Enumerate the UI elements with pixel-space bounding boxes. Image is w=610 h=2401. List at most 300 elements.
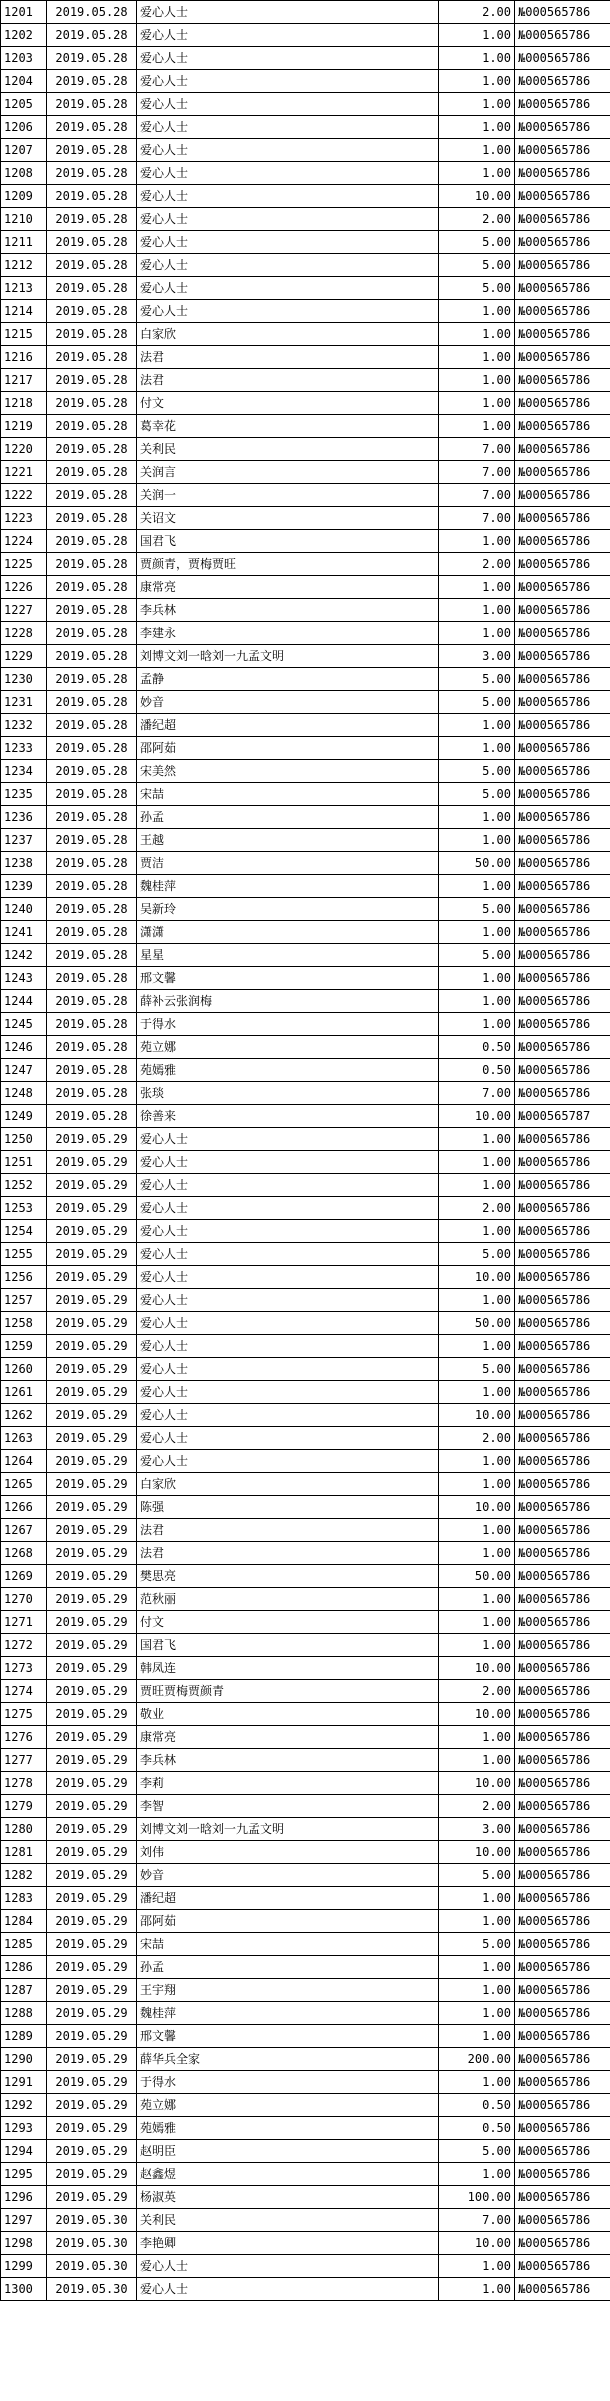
receipt-number-cell: №000565786 [515,714,610,737]
donor-name-cell: 陈强 [137,1496,439,1519]
date-cell: 2019.05.29 [47,1703,137,1726]
date-cell: 2019.05.28 [47,438,137,461]
donor-name-cell: 贾洁 [137,852,439,875]
table-row [1,484,610,507]
donor-name-cell: 白家欣 [137,323,439,346]
receipt-number-cell: №000565786 [515,2186,610,2209]
row-number-cell: 1297 [1,2209,47,2232]
donor-name-cell: 宋喆 [137,783,439,806]
amount-cell: 5.00 [439,1933,515,1956]
row-number-cell: 1226 [1,576,47,599]
amount-cell: 1.00 [439,1473,515,1496]
receipt-number-cell: №000565786 [515,1473,610,1496]
date-cell: 2019.05.29 [47,1565,137,1588]
row-number-cell: 1253 [1,1197,47,1220]
date-cell: 2019.05.29 [47,1243,137,1266]
table-row [1,1220,610,1243]
row-number-cell: 1258 [1,1312,47,1335]
table-row [1,2209,610,2232]
date-cell: 2019.05.28 [47,875,137,898]
receipt-number-cell: №000565786 [515,415,610,438]
receipt-number-cell: №000565786 [515,1772,610,1795]
donor-name-cell: 于得水 [137,1013,439,1036]
date-cell: 2019.05.30 [47,2209,137,2232]
table-row [1,1427,610,1450]
amount-cell: 50.00 [439,1312,515,1335]
receipt-number-cell: №000565786 [515,944,610,967]
date-cell: 2019.05.28 [47,300,137,323]
date-cell: 2019.05.30 [47,2232,137,2255]
row-number-cell: 1254 [1,1220,47,1243]
donor-name-cell: 樊思亮 [137,1565,439,1588]
row-number-cell: 1288 [1,2002,47,2025]
table-row [1,691,610,714]
table-row [1,852,610,875]
receipt-number-cell: №000565786 [515,1496,610,1519]
table-row [1,553,610,576]
date-cell: 2019.05.28 [47,484,137,507]
donor-name-cell: 李智 [137,1795,439,1818]
donor-name-cell: 爱心人士 [137,1128,439,1151]
amount-cell: 1.00 [439,622,515,645]
amount-cell: 1.00 [439,1450,515,1473]
row-number-cell: 1267 [1,1519,47,1542]
donor-name-cell: 魏桂萍 [137,875,439,898]
amount-cell: 1.00 [439,1611,515,1634]
receipt-number-cell: №000565786 [515,2071,610,2094]
date-cell: 2019.05.30 [47,2255,137,2278]
donor-name-cell: 爱心人士 [137,1174,439,1197]
donor-name-cell: 爱心人士 [137,277,439,300]
donor-name-cell: 孙孟 [137,806,439,829]
date-cell: 2019.05.28 [47,139,137,162]
date-cell: 2019.05.28 [47,783,137,806]
date-cell: 2019.05.29 [47,1427,137,1450]
receipt-number-cell: №000565786 [515,185,610,208]
donor-name-cell: 爱心人士 [137,70,439,93]
table-row [1,2025,610,2048]
amount-cell: 10.00 [439,185,515,208]
row-number-cell: 1292 [1,2094,47,2117]
date-cell: 2019.05.28 [47,507,137,530]
row-number-cell: 1262 [1,1404,47,1427]
receipt-number-cell: №000565786 [515,599,610,622]
row-number-cell: 1260 [1,1358,47,1381]
row-number-cell: 1249 [1,1105,47,1128]
row-number-cell: 1241 [1,921,47,944]
table-row [1,898,610,921]
date-cell: 2019.05.29 [47,2117,137,2140]
receipt-number-cell: №000565786 [515,1358,610,1381]
row-number-cell: 1242 [1,944,47,967]
date-cell: 2019.05.29 [47,1128,137,1151]
donor-name-cell: 李建永 [137,622,439,645]
donor-name-cell: 爱心人士 [137,300,439,323]
date-cell: 2019.05.28 [47,392,137,415]
row-number-cell: 1217 [1,369,47,392]
donor-name-cell: 苑立娜 [137,1036,439,1059]
amount-cell: 50.00 [439,852,515,875]
receipt-number-cell: №000565786 [515,1933,610,1956]
row-number-cell: 1261 [1,1381,47,1404]
date-cell: 2019.05.28 [47,1082,137,1105]
receipt-number-cell: №000565786 [515,852,610,875]
receipt-number-cell: №000565786 [515,1450,610,1473]
receipt-number-cell: №000565786 [515,1082,610,1105]
date-cell: 2019.05.29 [47,2002,137,2025]
donor-name-cell: 魏桂萍 [137,2002,439,2025]
row-number-cell: 1212 [1,254,47,277]
table-row [1,323,610,346]
table-row [1,1772,610,1795]
date-cell: 2019.05.28 [47,231,137,254]
donor-name-cell: 于得水 [137,2071,439,2094]
amount-cell: 0.50 [439,1059,515,1082]
date-cell: 2019.05.29 [47,1473,137,1496]
row-number-cell: 1224 [1,530,47,553]
row-number-cell: 1213 [1,277,47,300]
date-cell: 2019.05.28 [47,346,137,369]
date-cell: 2019.05.28 [47,622,137,645]
date-cell: 2019.05.29 [47,1542,137,1565]
table-row [1,645,610,668]
amount-cell: 0.50 [439,2117,515,2140]
row-number-cell: 1263 [1,1427,47,1450]
donor-name-cell: 吴新玲 [137,898,439,921]
receipt-number-cell: №000565786 [515,1634,610,1657]
row-number-cell: 1264 [1,1450,47,1473]
row-number-cell: 1271 [1,1611,47,1634]
table-row [1,369,610,392]
date-cell: 2019.05.29 [47,1335,137,1358]
date-cell: 2019.05.28 [47,576,137,599]
table-row [1,254,610,277]
donor-name-cell: 杨淑英 [137,2186,439,2209]
row-number-cell: 1228 [1,622,47,645]
donor-name-cell: 孟静 [137,668,439,691]
table-row [1,1588,610,1611]
amount-cell: 1.00 [439,967,515,990]
date-cell: 2019.05.28 [47,162,137,185]
row-number-cell: 1278 [1,1772,47,1795]
amount-cell: 2.00 [439,1680,515,1703]
row-number-cell: 1269 [1,1565,47,1588]
row-number-cell: 1229 [1,645,47,668]
table-row [1,1404,610,1427]
row-number-cell: 1255 [1,1243,47,1266]
date-cell: 2019.05.29 [47,1818,137,1841]
row-number-cell: 1277 [1,1749,47,1772]
table-row [1,921,610,944]
date-cell: 2019.05.29 [47,1197,137,1220]
amount-cell: 1.00 [439,1174,515,1197]
table-row [1,415,610,438]
donor-name-cell: 刘博文刘一晗刘一九孟文明 [137,1818,439,1841]
donor-name-cell: 爱心人士 [137,24,439,47]
date-cell: 2019.05.29 [47,1979,137,2002]
donor-name-cell: 爱心人士 [137,1,439,24]
donor-name-cell: 康常亮 [137,1726,439,1749]
date-cell: 2019.05.29 [47,2163,137,2186]
amount-cell: 1.00 [439,1289,515,1312]
donor-name-cell: 国君飞 [137,530,439,553]
receipt-number-cell: №000565786 [515,47,610,70]
receipt-number-cell: №000565786 [515,1427,610,1450]
row-number-cell: 1245 [1,1013,47,1036]
row-number-cell: 1300 [1,2278,47,2301]
table-row [1,2002,610,2025]
receipt-number-cell: №000565786 [515,2163,610,2186]
table-row [1,1933,610,1956]
date-cell: 2019.05.29 [47,1933,137,1956]
receipt-number-cell: №000565786 [515,2255,610,2278]
date-cell: 2019.05.29 [47,1726,137,1749]
receipt-number-cell: №000565786 [515,2025,610,2048]
row-number-cell: 1230 [1,668,47,691]
amount-cell: 2.00 [439,553,515,576]
row-number-cell: 1233 [1,737,47,760]
donor-name-cell: 苑立娜 [137,2094,439,2117]
donor-name-cell: 爱心人士 [137,116,439,139]
row-number-cell: 1244 [1,990,47,1013]
receipt-number-cell: №000565786 [515,737,610,760]
table-row [1,1565,610,1588]
row-number-cell: 1279 [1,1795,47,1818]
date-cell: 2019.05.29 [47,1956,137,1979]
amount-cell: 2.00 [439,208,515,231]
amount-cell: 1.00 [439,990,515,1013]
amount-cell: 1.00 [439,24,515,47]
date-cell: 2019.05.29 [47,1289,137,1312]
receipt-number-cell: №000565786 [515,1243,610,1266]
date-cell: 2019.05.29 [47,1611,137,1634]
date-cell: 2019.05.28 [47,921,137,944]
row-number-cell: 1265 [1,1473,47,1496]
table-row [1,24,610,47]
amount-cell: 2.00 [439,1,515,24]
receipt-number-cell: №000565786 [515,1726,610,1749]
date-cell: 2019.05.28 [47,415,137,438]
ledger-body [1,1,610,2301]
table-row [1,1312,610,1335]
row-number-cell: 1240 [1,898,47,921]
receipt-number-cell: №000565786 [515,2140,610,2163]
amount-cell: 1.00 [439,1128,515,1151]
donor-name-cell: 孙孟 [137,1956,439,1979]
row-number-cell: 1273 [1,1657,47,1680]
amount-cell: 5.00 [439,254,515,277]
table-row [1,277,610,300]
date-cell: 2019.05.29 [47,1174,137,1197]
date-cell: 2019.05.29 [47,2186,137,2209]
donor-name-cell: 刘伟 [137,1841,439,1864]
amount-cell: 1.00 [439,1013,515,1036]
date-cell: 2019.05.29 [47,1519,137,1542]
row-number-cell: 1248 [1,1082,47,1105]
row-number-cell: 1270 [1,1588,47,1611]
amount-cell: 1.00 [439,1634,515,1657]
amount-cell: 1.00 [439,2025,515,2048]
amount-cell: 1.00 [439,2255,515,2278]
table-row [1,93,610,116]
amount-cell: 1.00 [439,2278,515,2301]
donor-name-cell: 爱心人士 [137,2255,439,2278]
amount-cell: 7.00 [439,1082,515,1105]
row-number-cell: 1201 [1,1,47,24]
table-row [1,346,610,369]
table-row [1,760,610,783]
receipt-number-cell: №000565786 [515,530,610,553]
table-row [1,668,610,691]
receipt-number-cell: №000565786 [515,392,610,415]
amount-cell: 1.00 [439,2002,515,2025]
table-row [1,1519,610,1542]
date-cell: 2019.05.28 [47,668,137,691]
amount-cell: 1.00 [439,47,515,70]
amount-cell: 7.00 [439,484,515,507]
amount-cell: 5.00 [439,277,515,300]
receipt-number-cell: №000565786 [515,484,610,507]
receipt-number-cell: №000565786 [515,1312,610,1335]
receipt-number-cell: №000565786 [515,1703,610,1726]
row-number-cell: 1268 [1,1542,47,1565]
amount-cell: 5.00 [439,691,515,714]
donor-name-cell: 爱心人士 [137,93,439,116]
amount-cell: 1.00 [439,2163,515,2186]
amount-cell: 7.00 [439,461,515,484]
date-cell: 2019.05.29 [47,1864,137,1887]
amount-cell: 1.00 [439,139,515,162]
table-row [1,47,610,70]
table-row [1,599,610,622]
receipt-number-cell: №000565786 [515,162,610,185]
row-number-cell: 1274 [1,1680,47,1703]
row-number-cell: 1218 [1,392,47,415]
row-number-cell: 1223 [1,507,47,530]
row-number-cell: 1282 [1,1864,47,1887]
amount-cell: 3.00 [439,645,515,668]
receipt-number-cell: №000565786 [515,24,610,47]
date-cell: 2019.05.29 [47,1588,137,1611]
amount-cell: 1.00 [439,369,515,392]
receipt-number-cell: №000565786 [515,507,610,530]
amount-cell: 3.00 [439,1818,515,1841]
table-row [1,2071,610,2094]
table-row [1,944,610,967]
donor-name-cell: 敬业 [137,1703,439,1726]
amount-cell: 5.00 [439,944,515,967]
row-number-cell: 1289 [1,2025,47,2048]
amount-cell: 5.00 [439,1358,515,1381]
date-cell: 2019.05.29 [47,1312,137,1335]
amount-cell: 1.00 [439,714,515,737]
date-cell: 2019.05.29 [47,2071,137,2094]
table-row [1,1956,610,1979]
donor-name-cell: 爱心人士 [137,1197,439,1220]
row-number-cell: 1295 [1,2163,47,2186]
donor-name-cell: 葛幸花 [137,415,439,438]
table-row [1,2163,610,2186]
row-number-cell: 1204 [1,70,47,93]
table-row [1,1979,610,2002]
receipt-number-cell: №000565786 [515,2002,610,2025]
receipt-number-cell: №000565786 [515,1887,610,1910]
table-row [1,1887,610,1910]
table-row [1,1082,610,1105]
donor-name-cell: 爱心人士 [137,1450,439,1473]
donor-name-cell: 李莉 [137,1772,439,1795]
receipt-number-cell: №000565786 [515,323,610,346]
table-row [1,530,610,553]
table-row [1,1197,610,1220]
date-cell: 2019.05.28 [47,185,137,208]
donor-name-cell: 妙音 [137,1864,439,1887]
donor-name-cell: 爱心人士 [137,1289,439,1312]
amount-cell: 1.00 [439,1588,515,1611]
amount-cell: 10.00 [439,1496,515,1519]
donor-name-cell: 爱心人士 [137,254,439,277]
receipt-number-cell: №000565786 [515,1979,610,2002]
donor-name-cell: 韩凤连 [137,1657,439,1680]
donor-name-cell: 法君 [137,1542,439,1565]
donor-name-cell: 康常亮 [137,576,439,599]
receipt-number-cell: №000565786 [515,1013,610,1036]
table-row [1,1910,610,1933]
row-number-cell: 1287 [1,1979,47,2002]
table-row [1,829,610,852]
row-number-cell: 1234 [1,760,47,783]
date-cell: 2019.05.28 [47,760,137,783]
receipt-number-cell: №000565786 [515,139,610,162]
date-cell: 2019.05.28 [47,461,137,484]
table-row [1,622,610,645]
date-cell: 2019.05.28 [47,645,137,668]
date-cell: 2019.05.29 [47,1266,137,1289]
donor-name-cell: 宋美然 [137,760,439,783]
amount-cell: 1.00 [439,806,515,829]
table-row [1,2094,610,2117]
receipt-number-cell: №000565786 [515,990,610,1013]
donor-name-cell: 苑嫣雅 [137,2117,439,2140]
table-row [1,507,610,530]
table-row [1,576,610,599]
amount-cell: 1.00 [439,1220,515,1243]
donor-name-cell: 王越 [137,829,439,852]
date-cell: 2019.05.28 [47,691,137,714]
date-cell: 2019.05.28 [47,93,137,116]
amount-cell: 1.00 [439,1887,515,1910]
receipt-number-cell: №000565786 [515,1588,610,1611]
row-number-cell: 1215 [1,323,47,346]
donor-name-cell: 邵阿茹 [137,1910,439,1933]
receipt-number-cell: №000565786 [515,967,610,990]
date-cell: 2019.05.29 [47,1749,137,1772]
row-number-cell: 1276 [1,1726,47,1749]
donor-name-cell: 薛华兵全家 [137,2048,439,2071]
receipt-number-cell: №000565786 [515,2209,610,2232]
row-number-cell: 1227 [1,599,47,622]
receipt-number-cell: №000565786 [515,277,610,300]
donor-name-cell: 爱心人士 [137,1266,439,1289]
table-row [1,737,610,760]
row-number-cell: 1266 [1,1496,47,1519]
date-cell: 2019.05.29 [47,1680,137,1703]
row-number-cell: 1205 [1,93,47,116]
table-row [1,1611,610,1634]
table-row [1,1,610,24]
amount-cell: 1.00 [439,599,515,622]
row-number-cell: 1214 [1,300,47,323]
